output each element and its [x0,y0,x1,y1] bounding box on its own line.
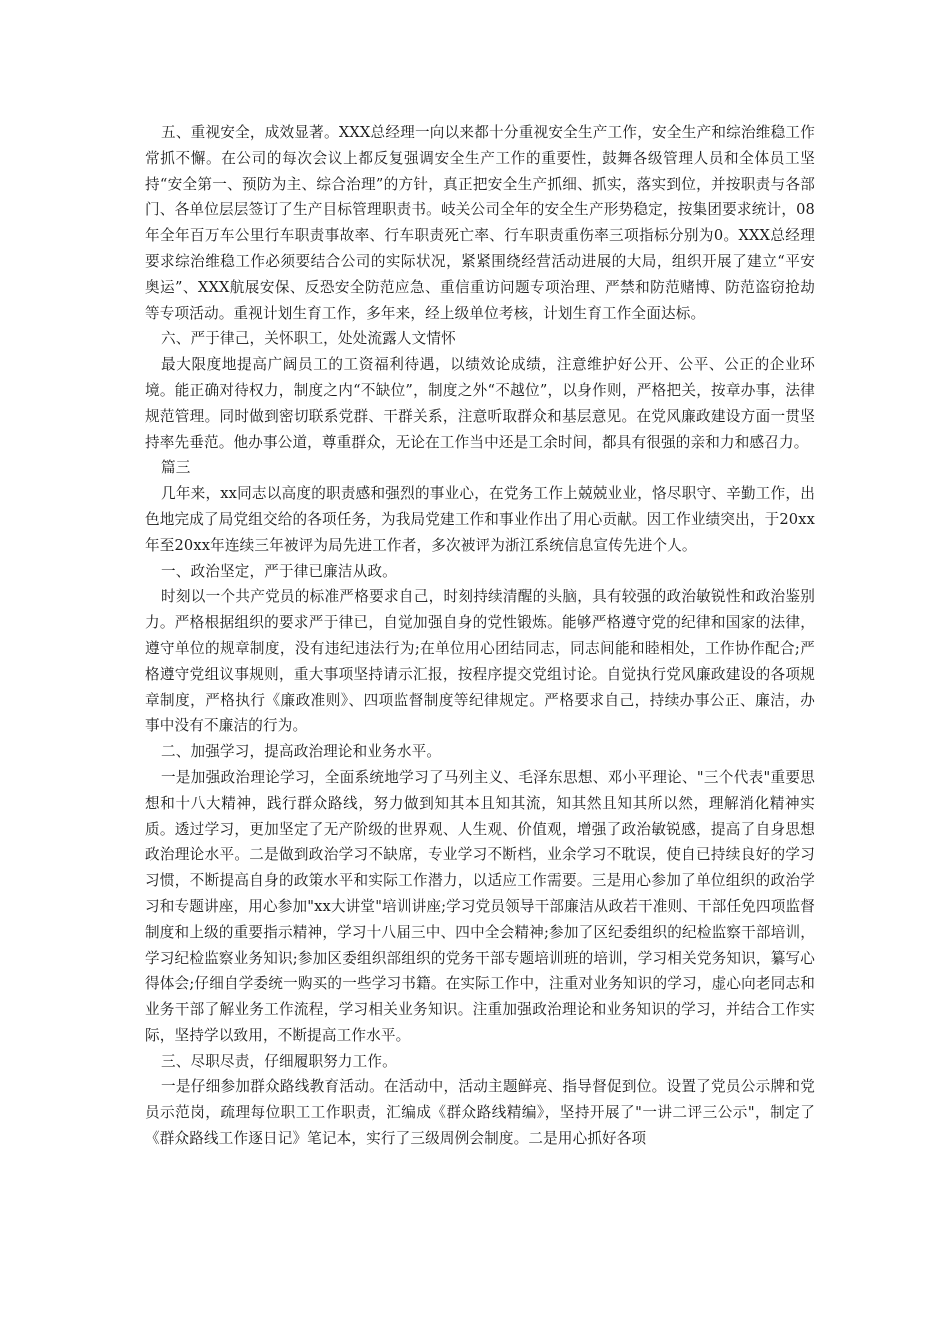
section-heading-six: 六、严于律己，关怀职工，处处流露人文情怀 [161,330,456,348]
paragraph-duty: 一是仔细参加群众路线教育活动。在活动中，活动主题鲜亮、指导督促到位。设置了党员公示牌和党员示范岗，疏理每位职工工作职责，汇编成《群众路线精编》，坚持开展了"一讲二评三公示"，制定了《群众路线工作逐日记》笔记本，实行了三级周例会制度。二是用心抓好各项 [145,1078,815,1148]
paragraph-intro: 几年来，xx同志以高度的职责感和强烈的事业心，在党务工作上兢兢业业，恪尽职守、辛勤工作，出色地完成了局党组交给的各项任务，为我局党建工作和事业作出了用心贡献。因工作业绩突出，于20xx年至20xx年连续三年被评为局先进工作者，多次被评为浙江系统信息宣传先进个人。 [145,485,815,554]
paragraph-political: 时刻以一个共产党员的标准严格要求自己，时刻持续清醒的头脑，具有较强的政治敏锐性和政治鉴别力。严格根据组织的要求严于律已，自觉加强自身的党性锻炼。能够严格遵守党的纪律和国家的法律，遵守单位的规章制度，没有违纪违法行为;在单位用心团结同志，同志间能和睦相处，工作协作配合;严格遵守党组议事规则，重大事项坚持请示汇报，按程序提交党组讨论。自觉执行党风廉政建设的各项规章制度，严格执行《廉政准则》、四项监督制度等纪律规定。严格要求自己，持续办事公正、廉洁，办事中没有不廉洁的行为。 [145,588,815,735]
chapter-heading-part-three: 篇三 [161,459,191,477]
paragraph-safety: 五、重视安全，成效显著。XXX总经理一向以来都十分重视安全生产工作，安全生产和综治维稳工作常抓不懈。在公司的每次会议上都反复强调安全生产工作的重要性，鼓舞各级管理人员和全体员工坚持“安全第一、预防为主、综合治理”的方针，真正把安全生产抓细、抓实，落实到位，并按职责与各部门、各单位层层签订了生产目标管理职责书。岐关公司全年的安全生产形势稳定，按集团要求统计，08年全年百万车公里行车职责事故率、行车职责死亡率、行车职责重伤率三项指标分别为0。XXX总经理要求综治维稳工作必须要结合公司的实际状况，紧紧围绕经营活动进展的大局，组织开展了建立“平安奥运”、XXX航展安保、反恐安全防范应急、重信重访问题专项治理、严禁和防范赌博、防范盗窃抢劫等专项活动。重视计划生育工作，多年来，经上级单位考核，计划生育工作全面达标。 [145,124,815,322]
document-body [145,120,815,1152]
section-heading-two: 二、加强学习，提高政治理论和业务水平。 [161,743,442,761]
paragraph-welfare: 最大限度地提高广阔员工的工资福利待遇，以绩效论成绩，注意维护好公开、公平、公正的企业环境。能正确对待权力，制度之内“不缺位”，制度之外“不越位”，以身作则，严格把关，按章办事，法律规范管理。同时做到密切联系党群、干群关系，注意听取群众和基层意见。在党风廉政建设方面一贯坚持率先垂范。他办事公道，尊重群众，无论在工作当中还是工余时间，都具有很强的亲和力和感召力。 [145,356,815,451]
section-heading-three: 三、尽职尽责，仔细履职努力工作。 [161,1052,397,1070]
paragraph-study: 一是加强政治理论学习，全面系统地学习了马列主义、毛泽东思想、邓小平理论、"三个代表"重要思想和十八大精神，践行群众路线，努力做到知其本且知其流，知其然且知其所以然，理解消化精神实质。透过学习，更加坚定了无产阶级的世界观、人生观、价值观，增强了政治敏锐感，提高了自身思想政治理论水平。二是做到政治学习不缺席，专业学习不断档，业余学习不耽误，使自已持续良好的学习习惯，不断提高自身的政策水平和实际工作潜力，以适应工作需要。三是用心参加了单位组织的政治学习和专题讲座，用心参加"xx大讲堂"培训讲座;学习党员领导干部廉洁从政若干准则、干部任免四项监督制度和上级的重要指示精神，学习十八届三中、四中全会精神;参加了区纪委组织的纪检监察干部培训，学习纪检监察业务知识;参加区委组织部组织的党务干部专题培训班的培训，学习相关党务知识，纂写心得体会;仔细自学委统一购买的一些学习书籍。在实际工作中，注重对业务知识的学习，虚心向老同志和业务干部了解业务工作流程，学习相关业务知识。注重加强政治理论和业务知识的学习，并结合工作实际，坚持学以致用，不断提高工作水平。 [145,768,815,1044]
section-heading-one: 一、政治坚定，严于律已廉洁从政。 [161,562,397,580]
